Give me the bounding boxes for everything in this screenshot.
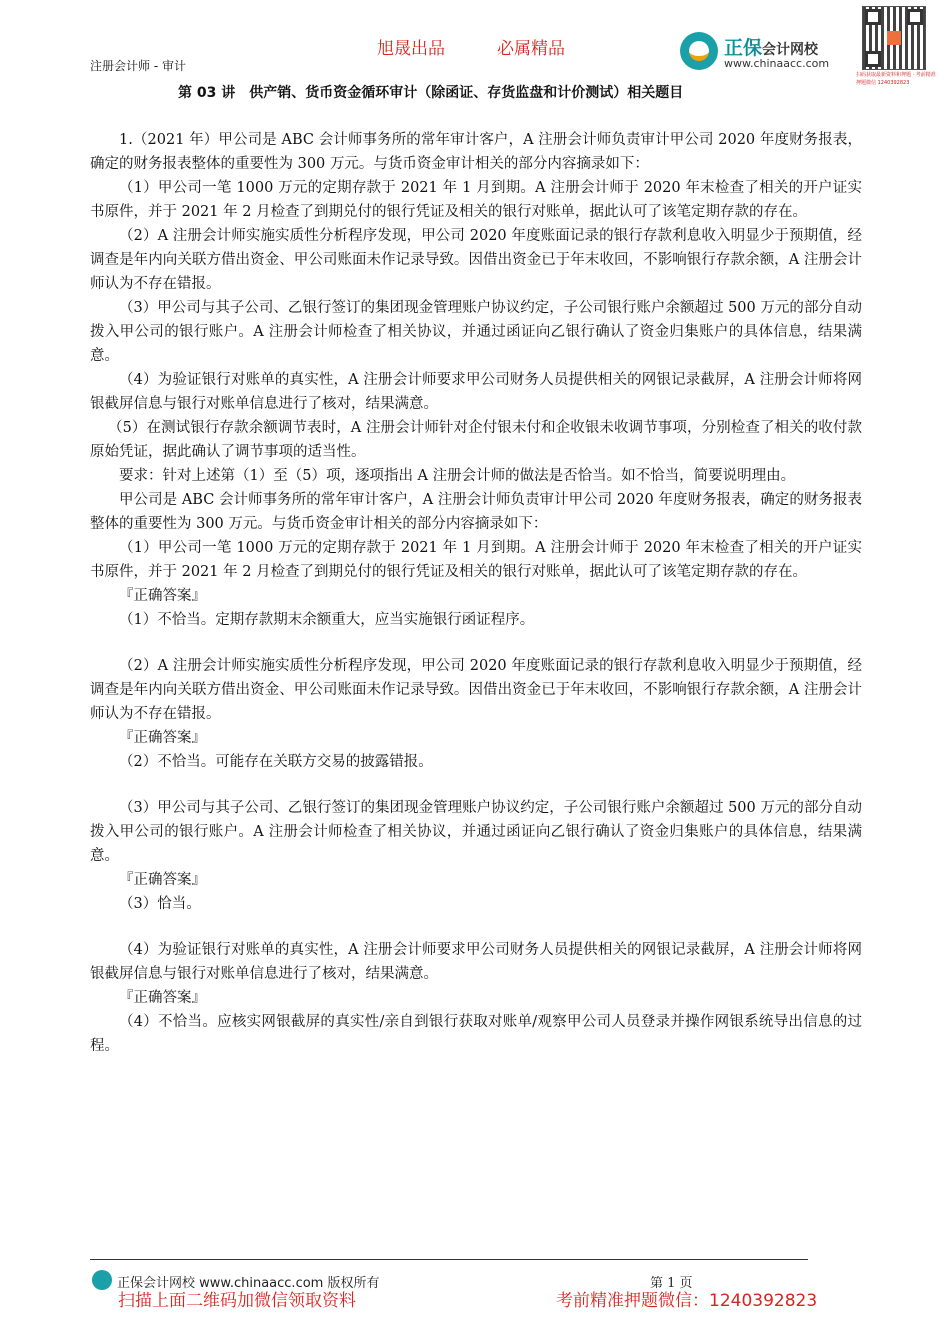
question-intro: 1.（2021 年）甲公司是 ABC 会计师事务所的常年审计客户，A 注册会计师负责审计甲公司 2020 年度财务报表，确定的财务报表整体的重要性为 300 万元。与货币资金审计相关的部分内容摘录如下： bbox=[90, 132, 862, 172]
answer-item-3: （3）甲公司与其子公司、乙银行签订的集团现金管理账户协议约定，子公司银行账户余额超过 500 万元的部分自动拨入甲公司的银行账户。A 注册会计师检查了相关协议，并通过函证向乙银行确认了资金归集账户的具体信息，结果满意。 bbox=[90, 800, 862, 864]
brand-url: www.chinaacc.com bbox=[724, 57, 830, 70]
slogan-right: 必属精品 bbox=[497, 39, 565, 59]
answer-intro: 甲公司是 ABC 会计师事务所的常年审计客户，A 注册会计师负责审计甲公司 2020 年度财务报表，确定的财务报表整体的重要性为 300 万元。与货币资金审计相关的部分内容摘录如下： bbox=[90, 492, 862, 532]
answer-item-4: （4）为验证银行对账单的真实性，A 注册会计师要求甲公司财务人员提供相关的网银记录截屏，A 注册会计师将网银截屏信息与银行对账单信息进行了核对，结果满意。 bbox=[90, 942, 862, 982]
brand-logo-icon bbox=[680, 32, 718, 70]
slogan-left: 旭晟出品 bbox=[377, 39, 445, 59]
document-body bbox=[90, 128, 862, 1058]
question-item-1: （1）甲公司一笔 1000 万元的定期存款于 2021 年 1 月到期。A 注册会计师于 2020 年末检查了相关的开户证实书原件，并于 2021 年 2 月检查了到期兑付的银行凭证及相关的银行对账单，据此认可了该笔定期存款的存在。 bbox=[90, 180, 862, 220]
promo-left: 扫描上面二维码加微信领取资料 bbox=[118, 1291, 356, 1311]
subject-label: 注册会计师 - 审计 bbox=[90, 59, 186, 73]
brand-logo[interactable] bbox=[680, 29, 860, 75]
footer-divider bbox=[90, 1259, 808, 1260]
answer-label: 『正确答案』 bbox=[119, 588, 206, 604]
promo-right: 考前精准押题微信：1240392823 bbox=[556, 1291, 818, 1311]
question-item-4: （4）为验证银行对账单的真实性，A 注册会计师要求甲公司财务人员提供相关的网银记录截屏，A 注册会计师将网银截屏信息与银行对账单信息进行了核对，结果满意。 bbox=[90, 372, 862, 412]
footer-copyright: 正保会计网校 www.chinaacc.com 版权所有 bbox=[117, 1276, 380, 1291]
question-requirement: 要求：针对上述第（1）至（5）项，逐项指出 A 注册会计师的做法是否恰当。如不恰当，简要说明理由。 bbox=[119, 468, 796, 484]
answer-text-1: （1）不恰当。定期存款期末余额重大，应当实施银行函证程序。 bbox=[119, 612, 535, 628]
lecture-title: 第 03 讲 供产销、货币资金循环审计（除函证、存货监盘和计价测试）相关题目 bbox=[178, 85, 684, 101]
brand-name: 正保会计网校 bbox=[724, 37, 819, 59]
answer-item-2: （2）A 注册会计师实施实质性分析程序发现，甲公司 2020 年度账面记录的银行存款利息收入明显少于预期值，经调查是年内向关联方借出资金、甲公司账面未作记录导致。因借出资金已于年末收回，不影响银行存款余额，A 注册会计师认为不存在错报。 bbox=[90, 658, 862, 722]
answer-text-2: （2）不恰当。可能存在关联方交易的披露错报。 bbox=[119, 754, 433, 770]
question-item-3: （3）甲公司与其子公司、乙银行签订的集团现金管理账户协议约定，子公司银行账户余额超过 500 万元的部分自动拨入甲公司的银行账户。A 注册会计师检查了相关协议，并通过函证向乙银行确认了资金归集账户的具体信息，结果满意。 bbox=[90, 300, 862, 364]
answer-item-1: （1）甲公司一笔 1000 万元的定期存款于 2021 年 1 月到期。A 注册会计师于 2020 年末检查了相关的开户证实书原件，并于 2021 年 2 月检查了到期兑付的银行凭证及相关的银行对账单，据此认可了该笔定期存款的存在。 bbox=[90, 540, 862, 580]
qr-code-icon bbox=[862, 6, 926, 70]
question-item-5: （5）在测试银行存款余额调节表时，A 注册会计师针对企付银未付和企收银未收调节事项，分别检查了相关的收付款原始凭证，据此确认了调节事项的适当性。 bbox=[90, 420, 862, 460]
footer-logo-icon bbox=[92, 1270, 112, 1290]
answer-label: 『正确答案』 bbox=[119, 990, 206, 1006]
answer-label: 『正确答案』 bbox=[119, 872, 206, 888]
answer-label: 『正确答案』 bbox=[119, 730, 206, 746]
page-number: 第 1 页 bbox=[650, 1276, 693, 1291]
answer-text-3: （3）恰当。 bbox=[119, 896, 201, 912]
answer-text-4: （4）不恰当。应核实网银截屏的真实性/亲自到银行获取对账单/观察甲公司人员登录并操作网银系统导出信息的过程。 bbox=[90, 1014, 862, 1054]
qr-caption: 扫码获取最新资料和押题 · 考前精准押题微信 1240392823 bbox=[856, 72, 936, 86]
question-item-2: （2）A 注册会计师实施实质性分析程序发现，甲公司 2020 年度账面记录的银行存款利息收入明显少于预期值，经调查是年内向关联方借出资金、甲公司账面未作记录导致。因借出资金已于年末收回，不影响银行存款余额，A 注册会计师认为不存在错报。 bbox=[90, 228, 862, 292]
